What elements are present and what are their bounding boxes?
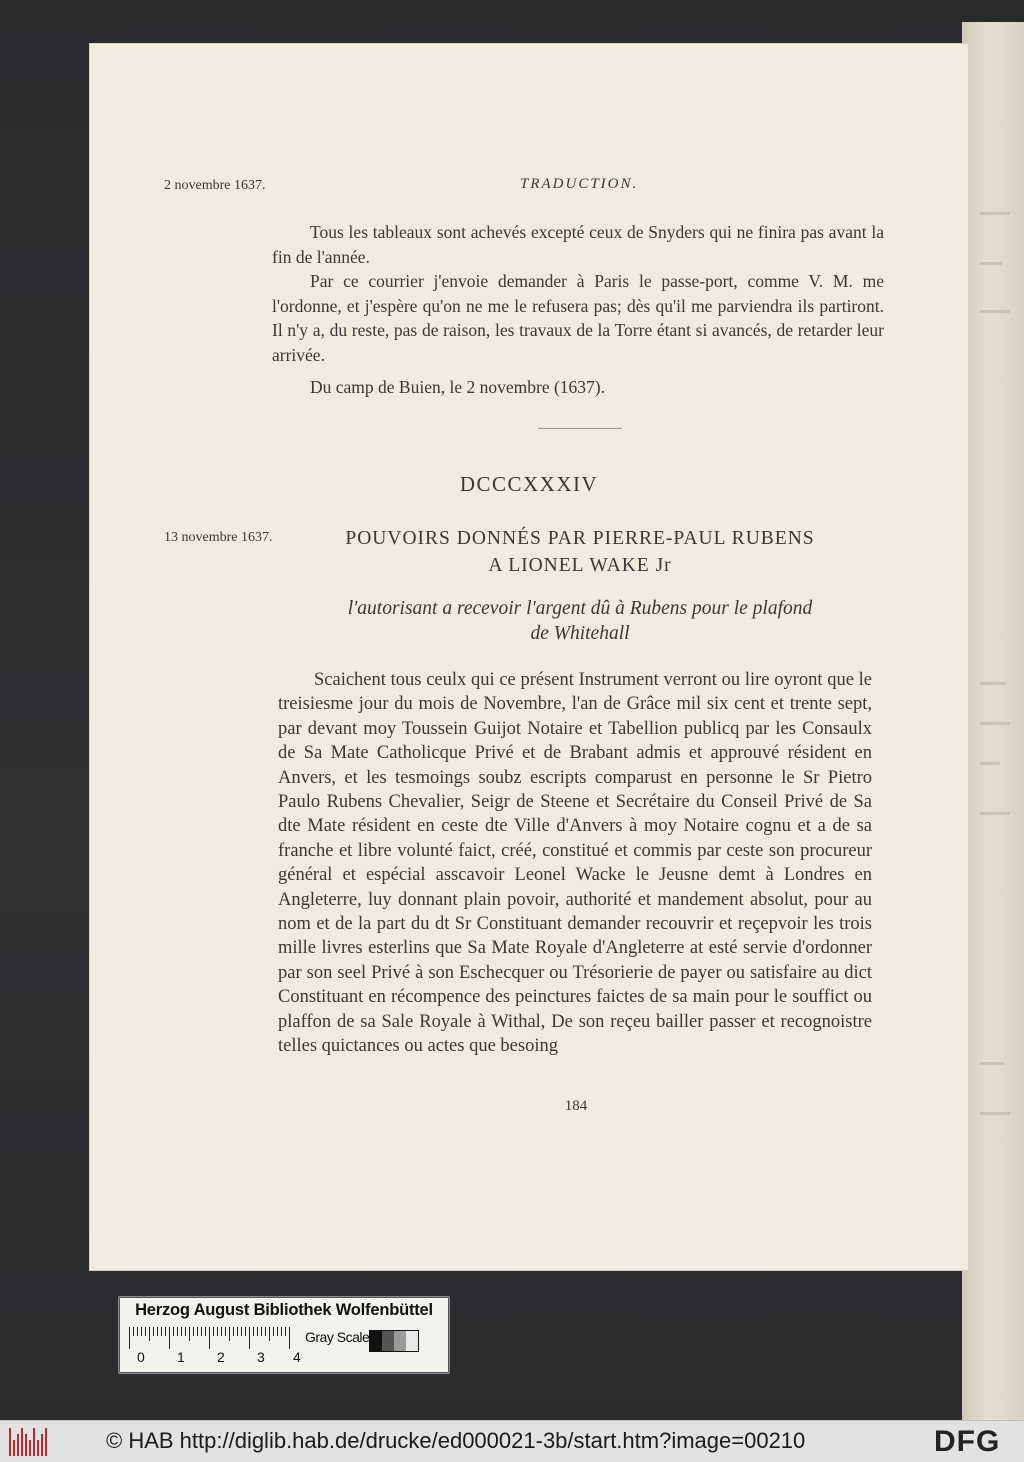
ruler-tick bbox=[229, 1327, 230, 1341]
ruler-tick bbox=[241, 1327, 242, 1336]
ruler-tick bbox=[197, 1327, 198, 1336]
ruler-tick bbox=[277, 1327, 278, 1336]
margin-date: 13 novembre 1637. bbox=[164, 530, 273, 545]
ruler-tick bbox=[245, 1327, 246, 1336]
ruler-number: 2 bbox=[217, 1349, 225, 1365]
document-subtitle bbox=[280, 596, 880, 646]
copyright-url[interactable]: © HAB http://diglib.hab.de/drucke/ed000021-3b/start.htm?image=00210 bbox=[106, 1428, 806, 1453]
logo-bar bbox=[25, 1434, 27, 1456]
ruler-tick bbox=[289, 1327, 290, 1349]
footer-bar bbox=[0, 1420, 1024, 1462]
page-number: 184 bbox=[564, 1098, 588, 1114]
ruler-tick bbox=[269, 1327, 270, 1341]
ruler-tick bbox=[181, 1327, 182, 1336]
ruler-tick bbox=[257, 1327, 258, 1336]
ruler-tick bbox=[189, 1327, 190, 1341]
title-line: A LIONEL WAKE Jr bbox=[488, 555, 672, 576]
ruler-number: 1 bbox=[177, 1349, 185, 1365]
ruler-tick bbox=[201, 1327, 202, 1336]
running-head: TRADUCTION. bbox=[520, 176, 639, 192]
ruler-tick bbox=[165, 1327, 166, 1336]
ruler-tick bbox=[213, 1327, 214, 1336]
title-line: POUVOIRS DONNÉS PAR PIERRE-PAUL RUBENS bbox=[345, 528, 815, 549]
ruler-tick bbox=[177, 1327, 178, 1336]
ruler-tick bbox=[249, 1327, 250, 1349]
ruler-tick bbox=[217, 1327, 218, 1336]
margin-date: 2 novembre 1637. bbox=[164, 178, 266, 193]
ruler-tick bbox=[209, 1327, 210, 1349]
ruler-tick bbox=[221, 1327, 222, 1336]
paragraph: Par ce courrier j'envoie demander à Paris le passe-port, comme V. M. me l'ordonne, et j'espère qu'on ne me le refusera pas; dès qu'il me parviendra ils partiront. Il n'y a, du reste, pas de raison, les travaux de la Torre étant si avancés, de retarder leur arrivée. bbox=[272, 271, 884, 365]
library-name: Herzog August Bibliothek Wolfenbüttel bbox=[135, 1301, 433, 1319]
ruler-number: 4 bbox=[293, 1349, 301, 1365]
hab-logo-icon bbox=[8, 1427, 48, 1457]
ruler-tick bbox=[193, 1327, 194, 1336]
ruler-tick bbox=[273, 1327, 274, 1336]
swatch-cell bbox=[382, 1331, 394, 1351]
ruler-tick bbox=[253, 1327, 254, 1336]
ruler-tick bbox=[233, 1327, 234, 1336]
dfg-logo: DFG bbox=[934, 1425, 1001, 1458]
logo-bar bbox=[9, 1428, 11, 1456]
subtitle-line: de Whitehall bbox=[530, 623, 630, 644]
ruler-tick bbox=[185, 1327, 186, 1336]
translation-text bbox=[272, 220, 884, 400]
ruler-tick bbox=[133, 1327, 134, 1336]
ruler-tick bbox=[129, 1327, 130, 1349]
ruler-tick bbox=[161, 1327, 162, 1336]
ruler-tick bbox=[145, 1327, 146, 1336]
ruler-number: 0 bbox=[137, 1349, 145, 1365]
ruler-tick bbox=[285, 1327, 286, 1336]
ruler-tick bbox=[205, 1327, 206, 1336]
swatch-cell bbox=[394, 1331, 406, 1351]
letter-number: DCCCXXXIV bbox=[459, 472, 599, 496]
ruler-tick bbox=[281, 1327, 282, 1336]
logo-bar bbox=[41, 1434, 43, 1456]
logo-bar bbox=[33, 1428, 35, 1456]
grayscale-swatch bbox=[369, 1330, 419, 1352]
section-divider bbox=[538, 428, 622, 429]
dateline: Du camp de Buien, le 2 novembre (1637). bbox=[310, 377, 605, 397]
ruler-tick bbox=[261, 1327, 262, 1336]
logo-bar bbox=[21, 1428, 23, 1456]
ruler-tick bbox=[225, 1327, 226, 1336]
ruler-tick bbox=[153, 1327, 154, 1336]
ruler-tick bbox=[137, 1327, 138, 1336]
logo-bar bbox=[13, 1440, 15, 1456]
logo-bar bbox=[29, 1440, 31, 1456]
ruler-tick bbox=[141, 1327, 142, 1336]
ruler bbox=[129, 1327, 299, 1349]
ruler-tick bbox=[265, 1327, 266, 1336]
swatch-cell bbox=[406, 1331, 418, 1351]
grayscale-label: Gray Scale bbox=[305, 1329, 370, 1345]
adjacent-page-edge bbox=[962, 22, 1024, 1420]
logo-bar bbox=[45, 1428, 47, 1456]
document-title bbox=[270, 525, 890, 579]
paragraph: Tous les tableaux sont achevés excepté ceux de Snyders qui ne finira pas avant la fin de l'année. bbox=[272, 222, 884, 267]
paragraph: Scaichent tous ceulx qui ce présent Instrument verront ou lire oyront que le treisiesme jour du mois de Novembre, l'an de Grâce mil six cent et trente sept, par devant moy Toussein Guijot Notaire et Tabellion publicq par les Consaulx de Sa Mate Catholicque Privé et de Brabant admis et approuvé résident en Anvers, et les tesmoings soubz escripts comparust en personne le Sr Pietro Paulo Rubens Chevalier, Seigr de Steene et Secrétaire du Conseil Privé de Sa dte Mate résident en ceste dte Ville d'Anvers à moy Notaire cognu et a de sa franche et libre volunté faict, créé, constitué et commis par ceste son procureur général et espécial asscavoir Leonel Wacke le Jeusne demt à Londres en Angleterre, luy donnant plain povoir, authorité et mandement absolut, pour au nom et de la part du dt Sr Constituant demander recouvrir et reçepvoir les trois mille livres esterlins que Sa Mate Royale d'Angleterre at esté servie d'ordonner par son seel Privé à son Eschecquer ou Trésorierie de payer ou satisfaire au dict Constituant en récompence des peinctures faictes de sa main pour le souffict ou plaffon de sa Sale Royale à Withal, De son reçeu bailler passer et recognoistre telles quictances ou actes que besoing bbox=[278, 670, 872, 1057]
book-page bbox=[90, 44, 968, 1270]
ruler-tick bbox=[173, 1327, 174, 1336]
logo-bar bbox=[17, 1434, 19, 1456]
ruler-labels bbox=[125, 1349, 325, 1367]
subtitle-line: l'autorisant a recevoir l'argent dû à Rubens pour le plafond bbox=[347, 598, 813, 619]
main-text bbox=[278, 668, 872, 1059]
ruler-tick bbox=[157, 1327, 158, 1336]
logo-bar bbox=[37, 1440, 39, 1456]
ruler-tick bbox=[169, 1327, 170, 1349]
swatch-cell bbox=[370, 1331, 382, 1351]
ruler-number: 3 bbox=[257, 1349, 265, 1365]
library-label bbox=[118, 1296, 450, 1374]
ruler-tick bbox=[237, 1327, 238, 1336]
ruler-tick bbox=[149, 1327, 150, 1341]
